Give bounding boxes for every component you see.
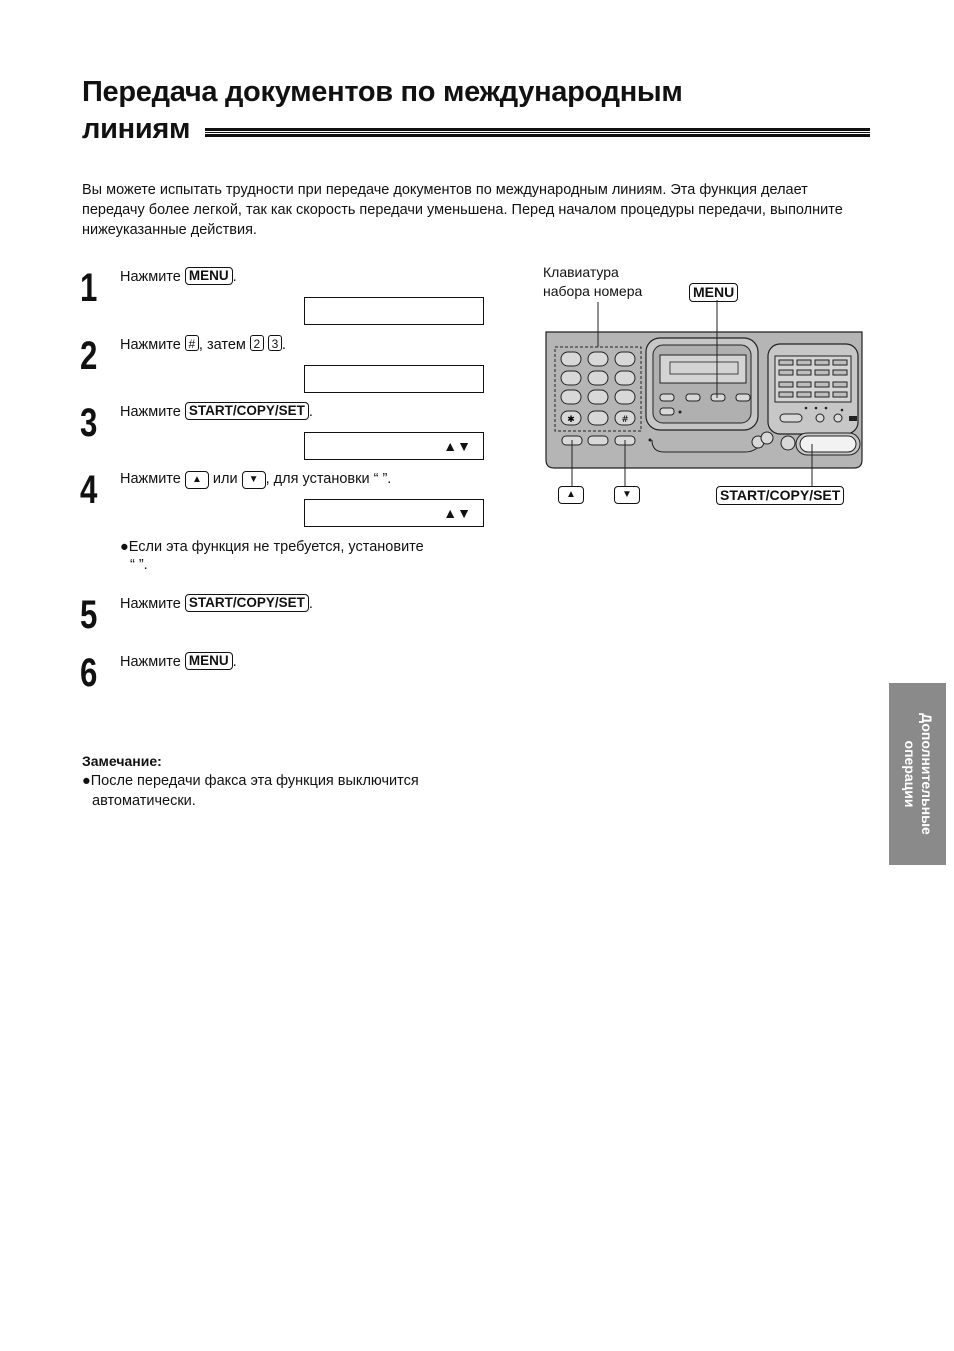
step-1-prefix: Нажмите	[120, 269, 181, 285]
digit-3-key: 3	[268, 335, 282, 351]
display-box-2	[304, 365, 484, 393]
step-1-text	[120, 267, 237, 287]
page-title-line2: линиям	[82, 113, 191, 145]
start-copy-set-key: START/COPY/SET	[185, 594, 309, 612]
figure-up-arrow-key: ▲	[558, 486, 584, 504]
menu-key: MENU	[185, 267, 233, 285]
panel-lcd	[660, 355, 746, 383]
step-number-6: 6	[80, 651, 98, 695]
note-title: Замечание:	[82, 753, 162, 769]
step-4-suffix: , для установки “ ”.	[265, 471, 392, 487]
hash-key: #	[185, 335, 199, 351]
step-2-text	[120, 335, 286, 355]
intro-paragraph: Вы можете испытать трудности при передаче документов по международным линиям. Эта функция делает передачу более легкой, так как скорость передачи уменьшена. Перед началом процедуры передачи, выполните нижеуказанные действия.	[82, 182, 843, 238]
step-2-suffix: .	[281, 337, 286, 353]
display-arrows: ▲▼	[443, 438, 471, 454]
step-6-prefix: Нажмите	[120, 654, 181, 670]
side-tab-label	[901, 713, 935, 835]
step-number-5: 5	[80, 593, 98, 637]
step-3-text	[120, 402, 313, 422]
step-5-suffix: .	[308, 596, 313, 612]
star-icon: ✱	[567, 415, 575, 425]
step-6-text	[120, 652, 237, 672]
step-2-prefix: Нажмите	[120, 337, 181, 353]
step-number-4: 4	[80, 468, 98, 512]
keypad-label-line1: Клавиатура	[543, 264, 619, 280]
digit-2-key: 2	[250, 335, 264, 351]
note-body-line1: ●После передачи факса эта функция выключится	[82, 773, 419, 789]
step-4-bullet-line2: “ ”.	[130, 557, 148, 573]
menu-key: MENU	[185, 652, 233, 670]
title-rule	[205, 128, 870, 137]
step-1-suffix: .	[232, 269, 237, 285]
step-4-prefix: Нажмите	[120, 471, 181, 487]
display-box-3	[304, 432, 484, 460]
figure-down-arrow-key: ▼	[614, 486, 640, 504]
side-tab-line1: Дополнительные	[918, 713, 935, 835]
section-side-tab	[889, 683, 946, 865]
step-number-2: 2	[80, 334, 98, 378]
step-5-text	[120, 594, 313, 614]
display-box-4	[304, 499, 484, 527]
fax-panel-illustration	[540, 300, 870, 510]
step-4-bullet-line1: ●Если эта функция не требуется, установите	[120, 539, 424, 555]
down-arrow-key: ▼	[242, 471, 266, 489]
panel-start-button	[800, 436, 856, 452]
step-3-suffix: .	[308, 404, 313, 420]
figure-menu-key: MENU	[689, 283, 738, 302]
step-number-1: 1	[80, 266, 98, 310]
note-body-line2: автоматически.	[92, 793, 196, 809]
hash-icon: #	[621, 415, 629, 425]
side-tab-line2: операции	[901, 740, 918, 808]
step-5-prefix: Нажмите	[120, 596, 181, 612]
up-arrow-key: ▲	[185, 471, 209, 489]
step-2-mid: , затем	[198, 337, 246, 353]
keypad-label-line2: набора номера	[543, 283, 643, 299]
keypad-label	[543, 263, 642, 301]
display-arrows: ▲▼	[443, 505, 471, 521]
page-title-line1: Передача документов по международным	[82, 76, 683, 108]
step-number-3: 3	[80, 401, 98, 445]
start-copy-set-key: START/COPY/SET	[185, 402, 309, 420]
step-6-suffix: .	[232, 654, 237, 670]
step-3-prefix: Нажмите	[120, 404, 181, 420]
note-body	[82, 771, 502, 811]
step-4-mid: или	[212, 471, 238, 487]
figure-start-copy-set-key: START/COPY/SET	[716, 486, 844, 505]
display-box-1	[304, 297, 484, 325]
step-4-text	[120, 469, 391, 489]
step-4-bullet	[120, 538, 480, 574]
